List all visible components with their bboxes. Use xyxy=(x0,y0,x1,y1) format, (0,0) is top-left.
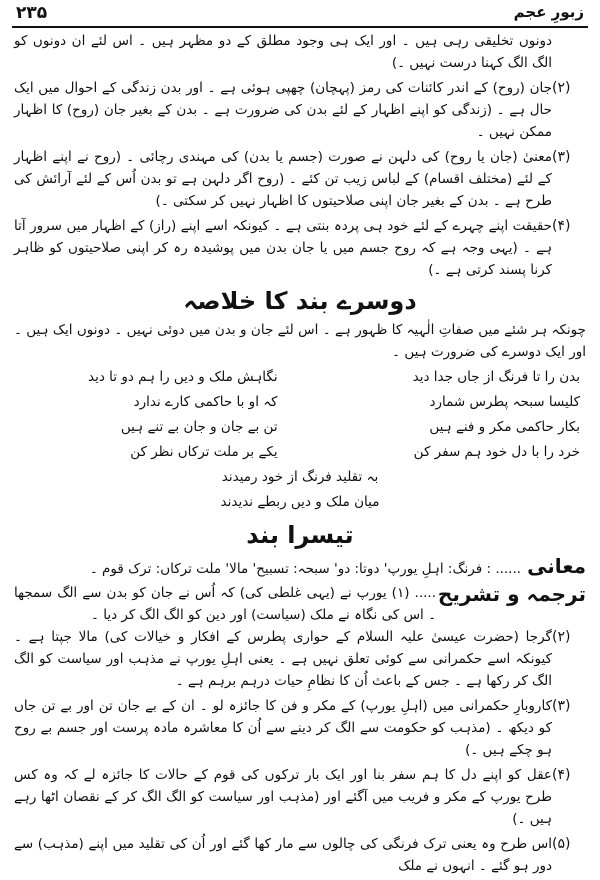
verse-line: بہ تقلید فرنگ از خود رمیدند xyxy=(221,469,379,485)
verse-line: کلیسا سبحہ پطرس شمارد xyxy=(429,394,580,410)
meanings-text: ...... : فرنگ: اہلِ یورپ' دوتا: دو' سبحہ: تسبیح' مالا' ملت ترکاں: ترک قوم ۔ xyxy=(89,561,522,577)
verse-line: نگاہش ملک و دیں را ہم دو تا دید xyxy=(88,369,278,385)
verse-line: خرد را با دل خود ہم سفر کن xyxy=(413,444,580,460)
paragraph-number: (۴) xyxy=(552,218,571,234)
paragraph xyxy=(14,764,586,830)
paragraph xyxy=(14,146,586,212)
translation-text: ..... (۱) یورپ نے (یہی غلطی کی) کہ اُس نے جان کو بدن سے الگ سمجھا ۔ اس کی نگاہ نے ملک (سیاست) اور دین کو الگ الگ کر دیا ۔ xyxy=(14,585,437,623)
paragraph-number: (۵) xyxy=(552,836,571,852)
section-heading: تیسرا بند xyxy=(246,521,354,549)
paragraph-number: (۳) xyxy=(552,698,571,714)
paragraph-number: (۴) xyxy=(552,767,571,783)
paragraph-text: گرجا (حضرت عیسیٰ علیہ السلام کے حواری پطرس کے افکار و خیالات کی) مالا جپتا ہے ۔ کیونکہ اسے حکمرانی سے کوئی تعلق نہیں ہے ۔ یعنی اہلِ یورپ نے مذہب اور سیاست کو الگ الگ کر رکھا ہے ۔ جس کے باعث اُن کا نظامِ حیات درہم برہم ہے ۔ xyxy=(14,629,552,689)
summary-text: چونکہ ہر شئے میں صفاتِ الٰہیہ کا ظہور ہے ۔ اس لئے جان و بدن میں دوئی نہیں ۔ دونوں ایک ہیں ۔ اور ایک دوسرے کی ضرورت ہیں ۔ xyxy=(14,322,586,360)
paragraph-text: اس طرح وہ یعنی ترک فرنگی کی چالوں سے مار کھا گئے اور اُن کی تقلید میں اپنے (مذہب) سے دور ہو گئے ۔ انہوں نے ملک xyxy=(14,836,552,874)
verse-line: تن بے جان و جان بے تنے ہیں xyxy=(120,419,278,435)
meanings-row xyxy=(14,553,586,582)
verse-centered xyxy=(14,490,586,515)
verse-line: یکے بر ملت ترکاں نظر کن xyxy=(130,444,278,460)
book-title: زبورِ عجم xyxy=(513,3,584,21)
paragraph-number: (۲) xyxy=(552,629,571,645)
verse-line: کہ او با حاکمی کارے ندارد xyxy=(133,394,278,410)
paragraph-text: کاروبارِ حکمرانی میں (اہلِ یورپ) کے مکر و فن کا جائزہ لو ۔ ان کے بے جان تن اور بے تن جاں کو دیکھ ۔ (مذہب کو حکومت سے الگ کر دینے سے اُن کا معاشرہ مادہ پرست اور جسم بے روح ہو چکے ہیں ۔) xyxy=(14,698,552,758)
verse-couplet xyxy=(14,365,586,390)
paragraph xyxy=(14,215,586,281)
verse-centered xyxy=(14,465,586,490)
verse-couplet xyxy=(14,390,586,415)
page-header xyxy=(12,2,588,28)
verse-line: میان ملک و دیں ربطے ندیدند xyxy=(220,494,380,510)
paragraph xyxy=(14,695,586,761)
paragraph-text: جان (روح) کے اندر کائنات کی رمز (پہچان) چھپی ہوئی ہے ۔ اور بدن زندگی کے احوال میں ایک حال ہے ۔ (زندگی کو اپنے اظہار کے لئے بدن کی ضرورت ہے ۔ بدن کے بغیر جان (روح) کا اظہار ممکن نہیں ۔ xyxy=(14,80,552,140)
paragraph-text: معنیٰ (جان یا روح) کی دلہن نے صورت (جسم یا بدن) کی مہندی رچائی ۔ (روح نے اپنے اظہار کے لئے (مختلف اقسام) کے لباس زیب تن کئے ۔ (روح اگر دلہن ہے تو بدن اُس کے لئے آرائش کی طرح ہے ۔ بدن کے بغیر جان اپنی صلاحیتوں کا اظہار نہیں کر سکتی ۔) xyxy=(14,149,552,209)
paragraph-text: حقیقت اپنے چہرے کے لئے خود ہی پردہ بنتی ہے ۔ کیونکہ اسے اپنے (راز) کے اظہار میں سرور آتا ہے ۔ (یہی وجہ ہے کہ روح جسم میں یا جان بدن میں پوشیدہ رہ کر اپنی صلاحیتوں کو ظاہر کرنا پسند کرتی ہے ۔) xyxy=(14,218,552,278)
verse-line: بدن را تا فرنگ از جاں جدا دید xyxy=(412,369,580,385)
verse-couplet xyxy=(14,415,586,440)
paragraph-text: عقل کو اپنے دل کا ہم سفر بنا اور ایک بار ترکوں کی قوم کے حالات کا جائزہ لے کہ وہ کس طرح یورپ کے مکر و فریب میں آگئے اور (مذہب اور سیاست کو الگ الگ کر کے نقصان اٹھا رہے ہیں ۔) xyxy=(14,767,552,827)
page-body xyxy=(14,30,586,880)
paragraph xyxy=(14,30,586,74)
paragraph-text: دونوں تخلیقی رہی ہیں ۔ اور ایک ہی وجود مطلق کے دو مظہر ہیں ۔ اس لئے ان دونوں کو الگ الگ کہنا درست نہیں ۔) xyxy=(14,33,552,71)
verse-couplet xyxy=(14,440,586,465)
section-heading: دوسرے بند کا خلاصہ xyxy=(183,287,417,315)
verse-line: بکار حاکمی مکر و فنے ہیں xyxy=(429,419,580,435)
translation-label: ترجمہ و تشریح xyxy=(437,582,586,606)
translation-row xyxy=(14,582,586,626)
paragraph xyxy=(14,77,586,143)
paragraph xyxy=(14,833,586,877)
paragraph-number: (۳) xyxy=(552,149,571,165)
paragraph-number: (۲) xyxy=(552,80,571,96)
paragraph xyxy=(14,626,586,692)
page-number: ۲۳۵ xyxy=(16,3,48,23)
meanings-label: معانی xyxy=(527,554,586,578)
